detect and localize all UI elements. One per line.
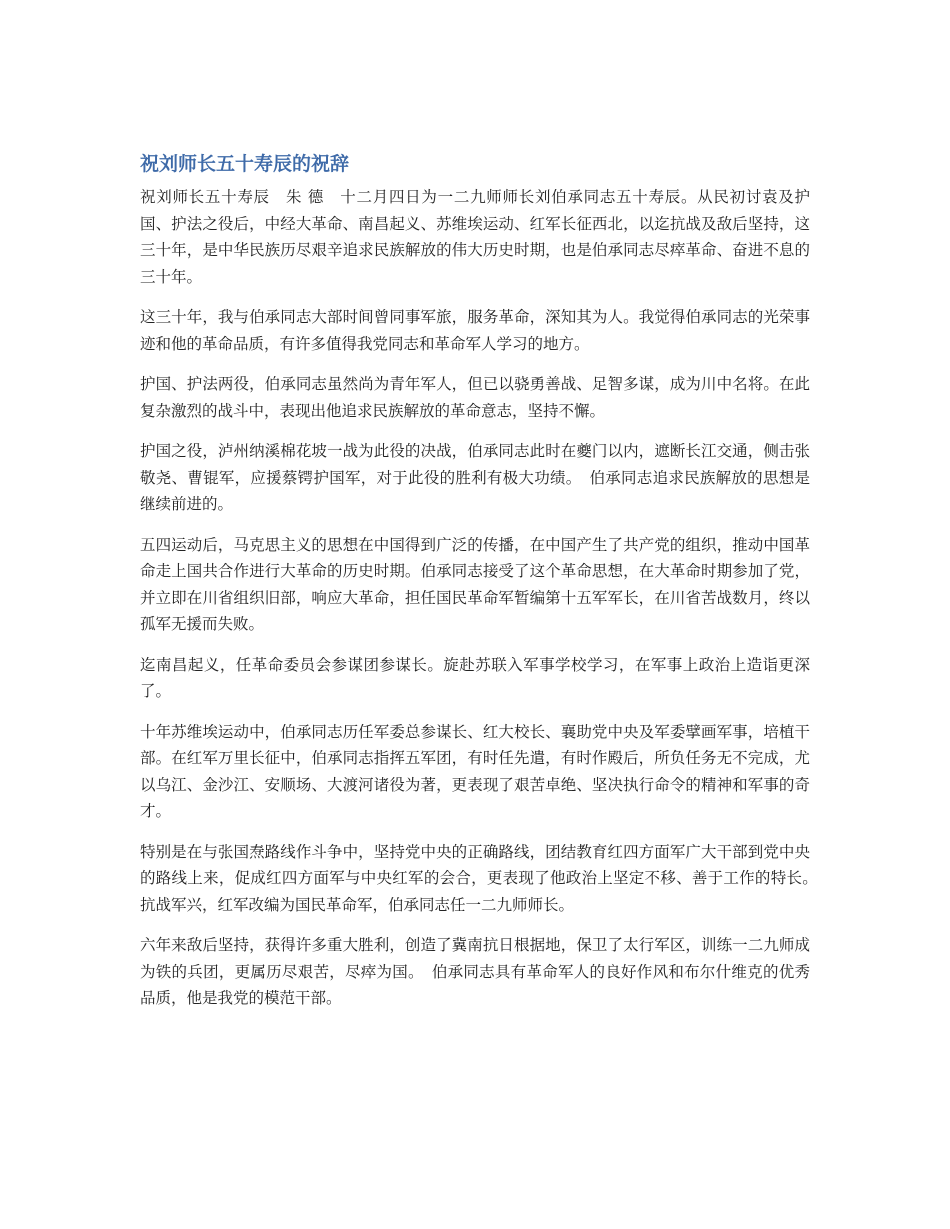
- paragraph-9: 六年来敌后坚持，获得许多重大胜利，创造了冀南抗日根据地，保卫了太行军区，训练一二九师成为铁的兵团，更属历尽艰苦，尽瘁为国。 伯承同志具有革命军人的良好作风和布尔什维克的优秀品质，他是我党的模范干部。: [140, 936, 810, 1007]
- paragraph-5: 五四运动后，马克思主义的思想在中国得到广泛的传播，在中国产生了共产党的组织，推动中国革命走上国共合作进行大革命的历史时期。伯承同志接受了这个革命思想，在大革命时期参加了党，并立即在川省组织旧部，响应大革命，担任国民革命军暂编第十五军军长，在川省苦战数月，终以孤军无援而失败。: [140, 535, 810, 633]
- paragraph-4: 护国之役，泸州纳溪棉花坡一战为此役的决战，伯承同志此时在夔门以内，遮断长江交通，侧击张敬尧、曹锟军，应援蔡锷护国军，对于此役的胜利有极大功绩。 伯承同志追求民族解放的思想是继续前进的。: [140, 442, 810, 513]
- paragraph-8: 特别是在与张国焘路线作斗争中，坚持党中央的正确路线，团结教育红四方面军广大干部到党中央的路线上来，促成红四方面军与中央红军的会合，更表现了他政治上坚定不移、善于工作的特长。 抗战军兴，红军改编为国民革命军，伯承同志任一二九师师长。: [140, 842, 826, 914]
- paragraph-1: 祝刘师长五十寿辰 朱 德 十二月四日为一二九师师长刘伯承同志五十寿辰。从民初讨袁及护国、护法之役后，中经大革命、南昌起义、苏维埃运动、红军长征西北，以迄抗战及敌后坚持，这三十年，是中华民族历尽艰辛追求民族解放的伟大历史时期，也是伯承同志尽瘁革命、奋进不息的三十年。: [140, 188, 810, 286]
- document-title: 祝刘师长五十寿辰的祝辞: [140, 153, 350, 175]
- paragraph-6: 迄南昌起义，任革命委员会参谋团参谋长。旋赴苏联入军事学校学习，在军事上政治上造诣更深了。: [140, 655, 810, 700]
- paragraph-7: 十年苏维埃运动中，伯承同志历任军委总参谋长、红大校长、襄助党中央及军委擘画军事，培植干部。在红军万里长征中，伯承同志指挥五军团，有时任先遣，有时作殿后，所负任务无不完成，尤以乌江、金沙江、安顺场、大渡河诸役为著，更表现了艰苦卓绝、坚决执行命令的精神和军事的奇才。: [140, 722, 810, 820]
- paragraph-3: 护国、护法两役，伯承同志虽然尚为青年军人，但已以骁勇善战、足智多谋，成为川中名将。在此复杂激烈的战斗中，表现出他追求民族解放的革命意志，坚持不懈。: [140, 375, 810, 420]
- document-page: [140, 150, 826, 1026]
- paragraph-2: 这三十年，我与伯承同志大部时间曾同事军旅，服务革命，深知其为人。我觉得伯承同志的光荣事迹和他的革命品质，有许多值得我党同志和革命军人学习的地方。: [140, 308, 810, 353]
